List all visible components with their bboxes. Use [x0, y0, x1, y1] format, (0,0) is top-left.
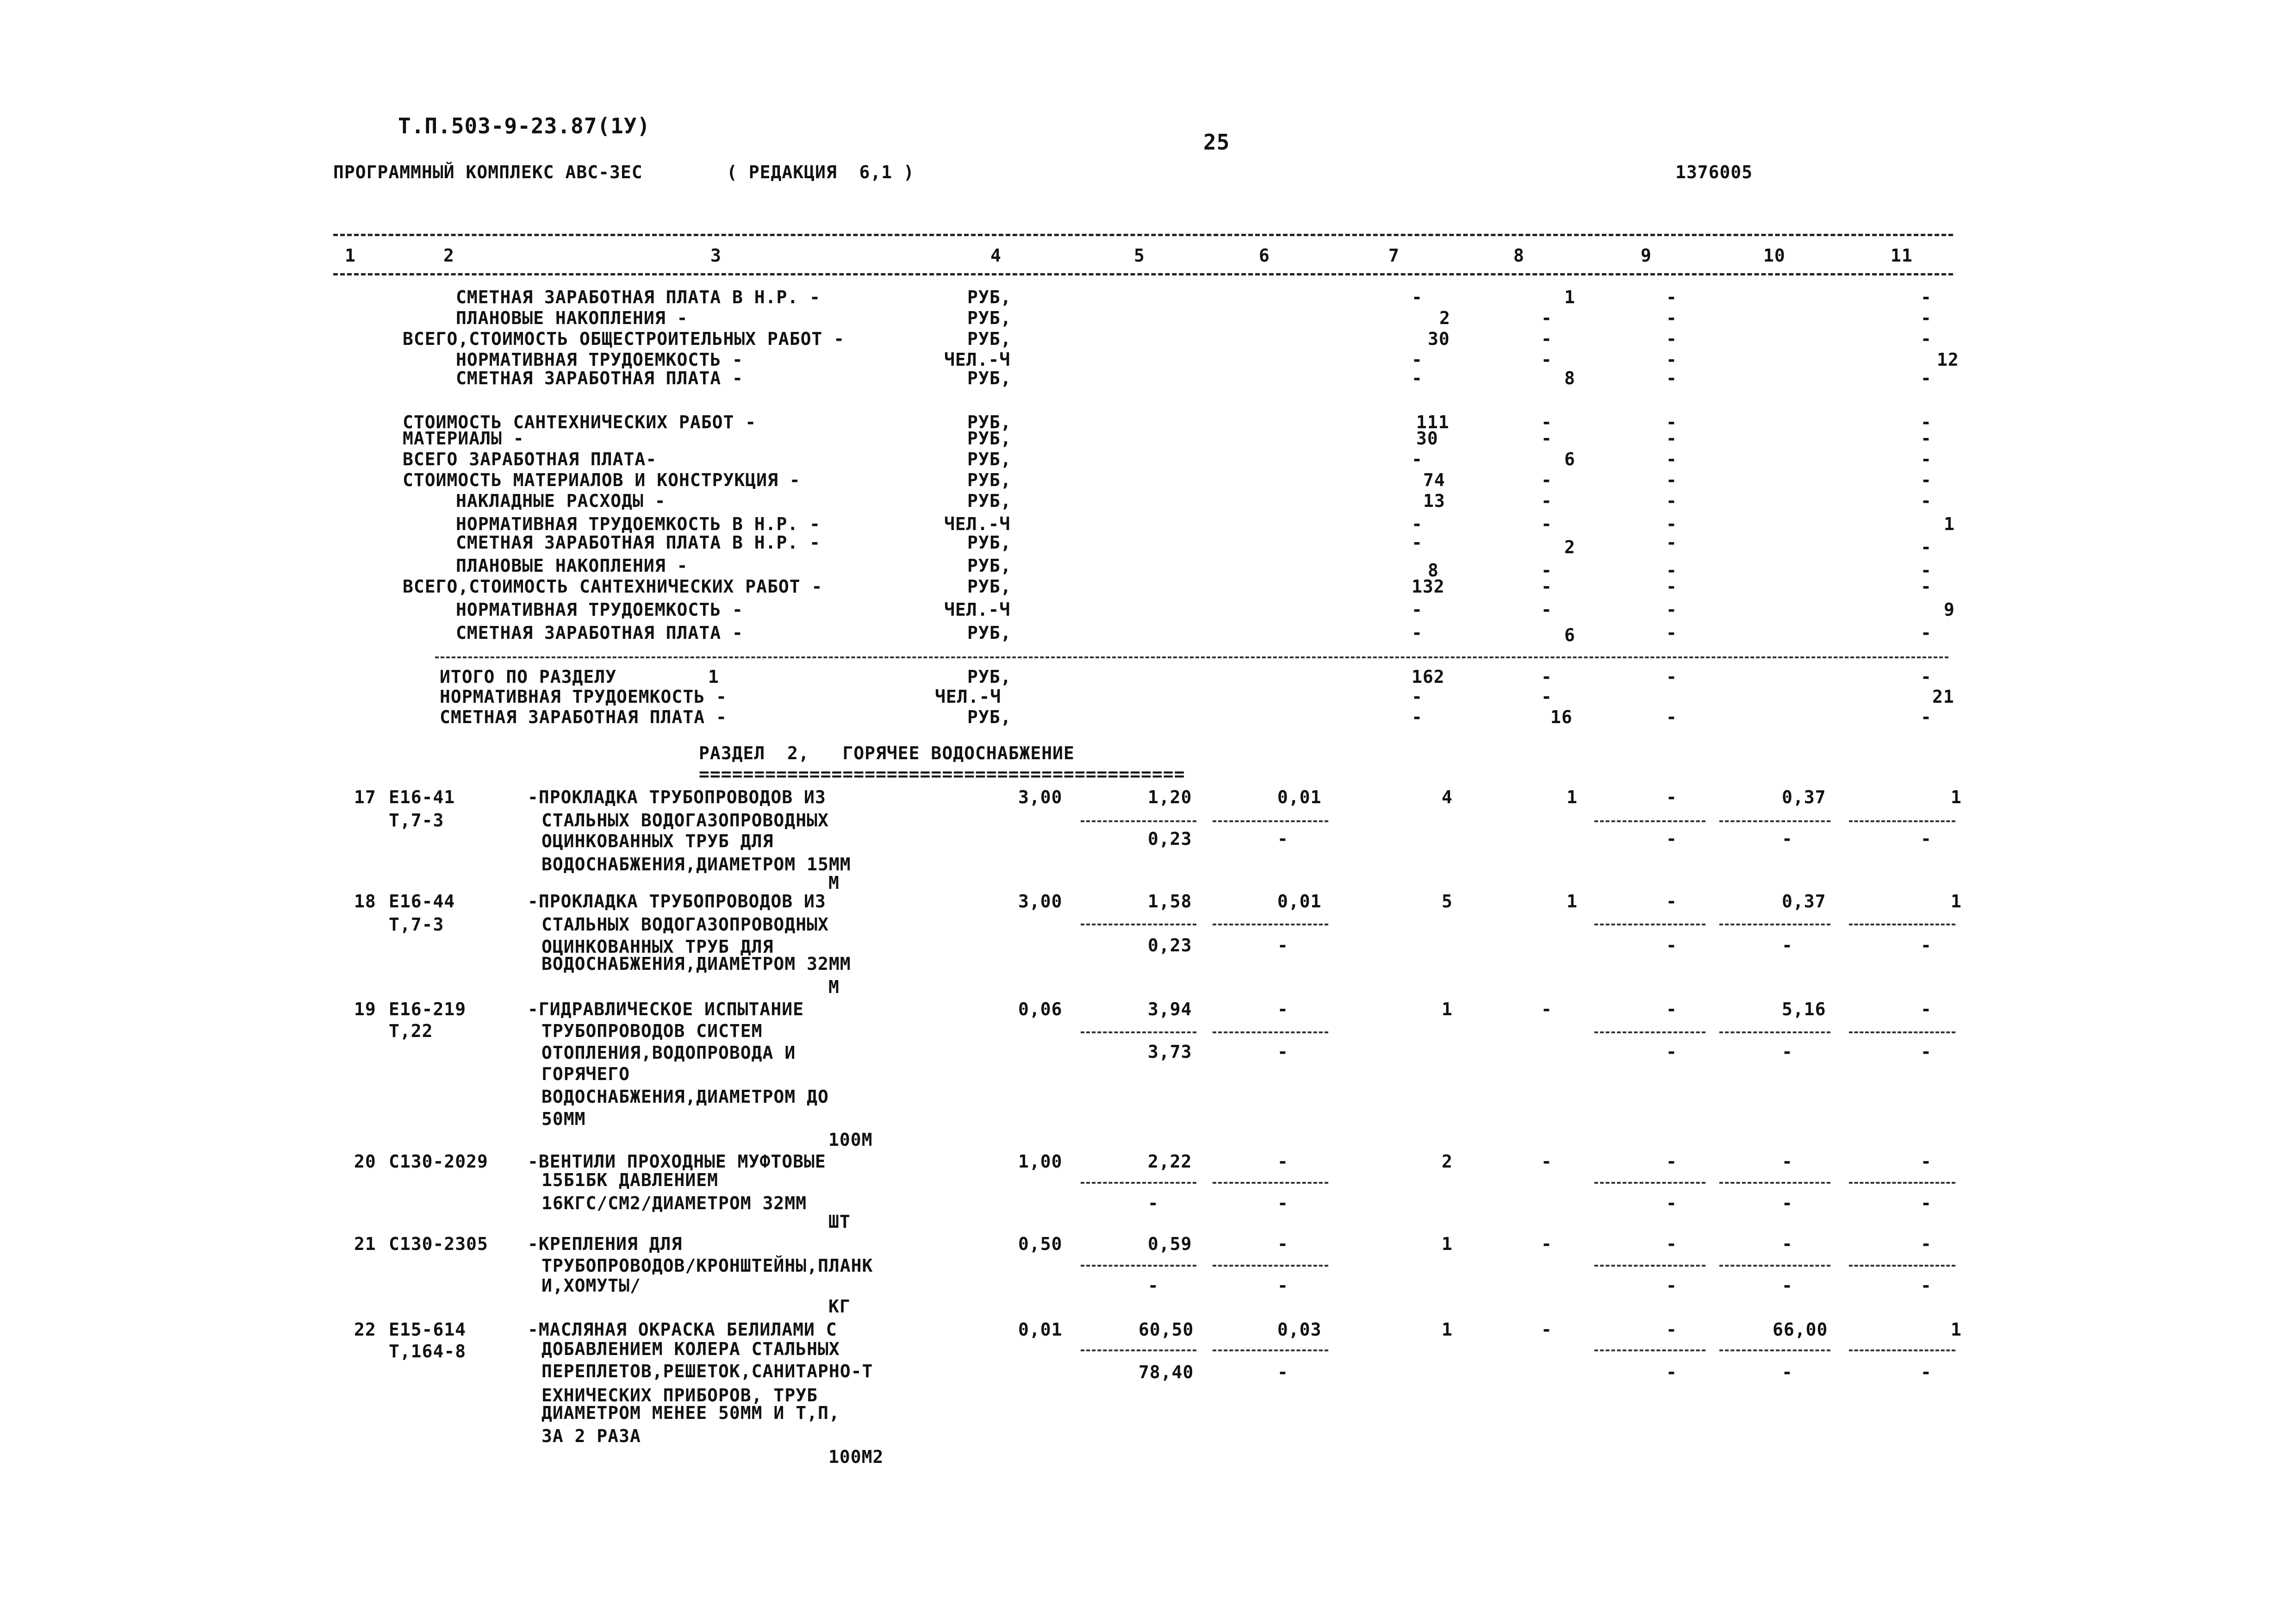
cell-divider — [1719, 820, 1830, 822]
item-desc-line: СТАЛЬНЫХ ВОДОГАЗОПРОВОДНЫХ — [541, 810, 829, 831]
cell-c11: - — [1921, 412, 1932, 432]
cell-c7: - — [1412, 687, 1423, 707]
item-desc-line: СТАЛЬНЫХ ВОДОГАЗОПРОВОДНЫХ — [541, 914, 829, 935]
row-label: СМЕТНАЯ ЗАРАБОТНАЯ ПЛАТА - — [456, 623, 743, 643]
row-unit: ЧЕЛ.-Ч — [944, 600, 1011, 620]
cell-c8: 1 — [1567, 787, 1578, 807]
cell-c11: - — [1921, 470, 1932, 490]
row-label: СМЕТНАЯ ЗАРАБОТНАЯ ПЛАТА В Н.Р. - — [456, 532, 821, 553]
cell-c8: - — [1541, 350, 1552, 370]
cell-c9-sub: - — [1666, 935, 1677, 956]
cell-c9: - — [1666, 576, 1677, 597]
cell-c7: - — [1412, 287, 1423, 307]
cell-divider — [1849, 1182, 1955, 1184]
item-unit: 100М2 — [828, 1447, 884, 1467]
cell-c7: 162 — [1412, 667, 1445, 687]
item-unit: ШТ — [828, 1212, 851, 1232]
item-desc-line: ОЦИНКОВАННЫХ ТРУБ ДЛЯ — [541, 831, 774, 851]
cell-c7: 8 — [1428, 560, 1439, 581]
cell-divider — [1213, 924, 1328, 925]
cell-divider — [1719, 1182, 1830, 1184]
cell-divider — [1081, 1031, 1196, 1033]
cell-c10: 66,00 — [1773, 1319, 1828, 1340]
item-number: 17 — [354, 787, 376, 807]
cell-c9: - — [1666, 787, 1677, 807]
cell-c7: - — [1412, 623, 1423, 643]
cell-c9: - — [1666, 999, 1677, 1019]
item-unit: М — [828, 977, 840, 997]
cell-c9-sub: - — [1666, 1193, 1677, 1213]
cell-c9: - — [1666, 623, 1677, 643]
cell-c5-sub: 0,23 — [1148, 935, 1192, 956]
cell-c11: - — [1921, 537, 1932, 557]
row-label: СМЕТНАЯ ЗАРАБОТНАЯ ПЛАТА В Н.Р. - — [456, 287, 821, 307]
cell-c7: 111 — [1416, 412, 1450, 432]
cell-c9: - — [1666, 428, 1677, 449]
row-label: СМЕТНАЯ ЗАРАБОТНАЯ ПЛАТА - — [456, 368, 743, 388]
col-header-9: 9 — [1641, 245, 1652, 266]
cell-c10-sub: - — [1782, 935, 1793, 956]
item-desc-line: ДОБАВЛЕНИЕМ КОЛЕРА СТАЛЬНЫХ — [541, 1339, 840, 1359]
cell-c11: - — [1921, 667, 1932, 687]
item-code-ref: Т,7-3 — [389, 914, 444, 935]
cell-c6-sub: - — [1277, 935, 1288, 956]
cell-c11: - — [1921, 623, 1932, 643]
cell-c5-sub: 0,23 — [1148, 829, 1192, 849]
cell-c11: 1 — [1951, 1319, 1962, 1340]
cell-c8: - — [1541, 1234, 1552, 1254]
cell-c10-sub: - — [1782, 829, 1793, 849]
cell-c6-sub: - — [1277, 829, 1288, 849]
cell-c5-sub: - — [1148, 1275, 1159, 1296]
cell-c11: - — [1921, 368, 1932, 388]
cell-c10-sub: - — [1782, 1275, 1793, 1296]
cell-c11: - — [1921, 428, 1932, 449]
cell-c9: - — [1666, 514, 1677, 534]
cell-c11: 1 — [1951, 787, 1962, 807]
row-unit: РУБ, — [967, 287, 1012, 307]
row-label: НОРМАТИВНАЯ ТРУДОЕМКОСТЬ - — [456, 600, 743, 620]
item-code: Е15-614 — [389, 1319, 467, 1340]
item-unit: 100М — [828, 1130, 873, 1150]
col-header-10: 10 — [1763, 245, 1786, 266]
cell-c5: 3,94 — [1148, 999, 1192, 1019]
item-desc-line: -ПРОКЛАДКА ТРУБОПРОВОДОВ ИЗ — [528, 787, 826, 807]
cell-c7: 1 — [1442, 1234, 1453, 1254]
cell-qty: 0,50 — [1018, 1234, 1063, 1254]
item-desc-line: -ПРОКЛАДКА ТРУБОПРОВОДОВ ИЗ — [528, 891, 826, 912]
cell-c7: - — [1412, 350, 1423, 370]
cell-qty: 0,06 — [1018, 999, 1063, 1019]
item-code: С130-2305 — [389, 1234, 488, 1254]
row-label: СМЕТНАЯ ЗАРАБОТНАЯ ПЛАТА - — [440, 707, 727, 727]
cell-c8: 6 — [1564, 449, 1575, 469]
cell-c7: 2 — [1442, 1151, 1453, 1172]
item-code: Е16-44 — [389, 891, 455, 912]
item-desc-line: ГОРЯЧЕГО — [541, 1064, 630, 1084]
cell-c10: 0,37 — [1782, 787, 1826, 807]
cell-c6-sub: - — [1277, 1362, 1288, 1382]
cell-c8: - — [1541, 1151, 1552, 1172]
cell-c5: 2,22 — [1148, 1151, 1192, 1172]
header-bottom-rule — [333, 273, 1953, 275]
cell-c11: - — [1921, 329, 1932, 349]
cell-c11: - — [1921, 491, 1932, 511]
cell-qty: 1,00 — [1018, 1151, 1063, 1172]
cell-c11: - — [1921, 707, 1932, 727]
cell-c9-sub: - — [1666, 1042, 1677, 1062]
row-unit: РУБ, — [967, 308, 1012, 328]
item-desc-line: ПЕРЕПЛЕТОВ,РЕШЕТОК,САНИТАРНО-Т — [541, 1361, 873, 1381]
cell-c8: - — [1541, 560, 1552, 581]
item-desc-line: ДИАМЕТРОМ МЕНЕЕ 50ММ И Т,П, — [541, 1403, 840, 1423]
cell-c10-sub: - — [1782, 1362, 1793, 1382]
cell-c8: 1 — [1564, 287, 1575, 307]
item-desc-line: 16КГС/СМ2/ДИАМЕТРОМ 32ММ — [541, 1193, 807, 1213]
cell-divider — [1849, 1031, 1955, 1033]
cell-c9: - — [1666, 287, 1677, 307]
cell-c8: - — [1541, 1319, 1552, 1340]
cell-divider — [1719, 924, 1830, 925]
cell-c11-sub: - — [1921, 935, 1932, 956]
doc-code: Т.П.503-9-23.87(1У) — [398, 113, 651, 138]
row-label: ВСЕГО,СТОИМОСТЬ САНТЕХНИЧЕСКИХ РАБОТ - — [403, 576, 823, 597]
section-title: РАЗДЕЛ 2, ГОРЯЧЕЕ ВОДОСНАБЖЕНИЕ — [699, 743, 1075, 763]
cell-c5: 1,58 — [1148, 891, 1192, 912]
item-desc-line: ОТОПЛЕНИЯ,ВОДОПРОВОДА И — [541, 1043, 796, 1063]
row-unit: РУБ, — [967, 556, 1012, 576]
cell-c9: - — [1666, 667, 1677, 687]
row-label: НОРМАТИВНАЯ ТРУДОЕМКОСТЬ - — [440, 687, 727, 707]
cell-c7: 1 — [1442, 999, 1453, 1019]
cell-c9: - — [1666, 1234, 1677, 1254]
cell-c11: 21 — [1932, 687, 1954, 707]
cell-c11-sub: - — [1921, 1042, 1932, 1062]
item-desc-line: И,ХОМУТЫ/ — [541, 1275, 641, 1296]
cell-divider — [1594, 1265, 1705, 1267]
row-unit: РУБ, — [967, 449, 1012, 469]
cell-divider — [1213, 820, 1328, 822]
row-label: МАТЕРИАЛЫ - — [403, 428, 524, 449]
program-name: ПРОГРАММНЫЙ КОМПЛЕКС АВС-3ЕС — [333, 162, 643, 182]
row-unit: РУБ, — [967, 368, 1012, 388]
cell-c7: - — [1412, 514, 1423, 534]
row-label: СТОИМОСТЬ САНТЕХНИЧЕСКИХ РАБОТ - — [403, 412, 757, 432]
col-header-7: 7 — [1388, 245, 1400, 266]
cell-c9: - — [1666, 1151, 1677, 1172]
cell-c10: 0,37 — [1782, 891, 1826, 912]
cell-qty: 3,00 — [1018, 787, 1063, 807]
cell-c9: - — [1666, 707, 1677, 727]
item-desc-line: ЗА 2 РАЗА — [541, 1426, 641, 1446]
cell-c9: - — [1666, 449, 1677, 469]
cell-c5: 0,59 — [1148, 1234, 1192, 1254]
cell-divider — [1849, 1265, 1955, 1267]
cell-c6-sub: - — [1277, 1193, 1288, 1213]
item-desc-line: ВОДОСНАБЖЕНИЯ,ДИАМЕТРОМ ДО — [541, 1087, 829, 1107]
cell-c7: 30 — [1416, 428, 1438, 449]
cell-c7: 5 — [1442, 891, 1453, 912]
row-label: ВСЕГО ЗАРАБОТНАЯ ПЛАТА- — [403, 449, 657, 469]
cell-divider — [1719, 1031, 1830, 1033]
col-header-3: 3 — [710, 245, 722, 266]
item-desc-line: 15Б1БК ДАВЛЕНИЕМ — [541, 1170, 719, 1190]
header-top-rule — [333, 234, 1953, 236]
row-label: ИТОГО ПО РАЗДЕЛУ — [440, 667, 617, 687]
col-header-4: 4 — [990, 245, 1002, 266]
cell-divider — [1849, 1349, 1955, 1351]
row-number: 1 — [708, 667, 719, 687]
cell-c7: 2 — [1439, 308, 1450, 328]
cell-qty: 3,00 — [1018, 891, 1063, 912]
cell-c10: - — [1782, 1234, 1793, 1254]
cell-c7: 74 — [1423, 470, 1445, 490]
doc-id: 1376005 — [1675, 162, 1753, 182]
cell-divider — [1213, 1265, 1328, 1267]
cell-divider — [1594, 1182, 1705, 1184]
edition: ( РЕДАКЦИЯ 6,1 ) — [727, 162, 915, 182]
cell-c7: - — [1412, 449, 1423, 469]
item-desc-line: -МАСЛЯНАЯ ОКРАСКА БЕЛИЛАМИ С — [528, 1319, 837, 1340]
cell-c5-sub: 78,40 — [1139, 1362, 1194, 1382]
cell-divider — [1081, 1265, 1196, 1267]
row-unit: РУБ, — [967, 667, 1012, 687]
cell-c11-sub: - — [1921, 829, 1932, 849]
item-number: 20 — [354, 1151, 376, 1172]
col-header-5: 5 — [1134, 245, 1145, 266]
cell-divider — [1081, 820, 1196, 822]
cell-c5-sub: 3,73 — [1148, 1042, 1192, 1062]
cell-c8: - — [1541, 687, 1552, 707]
cell-c7: - — [1412, 707, 1423, 727]
col-header-11: 11 — [1891, 245, 1913, 266]
cell-c10: 5,16 — [1782, 999, 1826, 1019]
cell-c6: 0,03 — [1277, 1319, 1322, 1340]
cell-c9: - — [1666, 368, 1677, 388]
col-header-1: 1 — [345, 245, 356, 266]
cell-divider — [1849, 924, 1955, 925]
item-number: 18 — [354, 891, 376, 912]
cell-qty: 0,01 — [1018, 1319, 1063, 1340]
cell-c11: 12 — [1937, 350, 1959, 370]
cell-c6: - — [1277, 999, 1288, 1019]
row-unit: РУБ, — [967, 470, 1012, 490]
row-unit: РУБ, — [967, 532, 1012, 553]
item-unit: М — [828, 873, 840, 893]
cell-c6: 0,01 — [1277, 787, 1322, 807]
cell-c8: - — [1541, 308, 1552, 328]
row-label: СТОИМОСТЬ МАТЕРИАЛОВ И КОНСТРУКЦИЯ - — [403, 470, 801, 490]
row-unit: РУБ, — [967, 412, 1012, 432]
col-header-2: 2 — [443, 245, 454, 266]
cell-c11: - — [1921, 576, 1932, 597]
row-unit: ЧЕЛ.-Ч — [944, 514, 1011, 534]
row-unit: РУБ, — [967, 329, 1012, 349]
item-desc-line: ОЦИНКОВАННЫХ ТРУБ ДЛЯ — [541, 937, 774, 957]
cell-c8: 16 — [1550, 707, 1573, 727]
cell-c11: - — [1921, 560, 1932, 581]
cell-c8: - — [1541, 412, 1552, 432]
cell-c8: - — [1541, 600, 1552, 620]
cell-c11: - — [1921, 449, 1932, 469]
cell-c9: - — [1666, 1319, 1677, 1340]
cell-c10: - — [1782, 1151, 1793, 1172]
item-desc-line: ВОДОСНАБЖЕНИЯ,ДИАМЕТРОМ 15ММ — [541, 854, 851, 874]
cell-divider — [1081, 1349, 1196, 1351]
cell-c8: 8 — [1564, 368, 1575, 388]
cell-c6: 0,01 — [1277, 891, 1322, 912]
row-unit: ЧЕЛ.-Ч — [935, 687, 1002, 707]
cell-divider — [1594, 924, 1705, 925]
cell-divider — [1081, 1182, 1196, 1184]
item-code-ref: Т,7-3 — [389, 810, 444, 831]
cell-c11-sub: - — [1921, 1362, 1932, 1382]
col-header-8: 8 — [1513, 245, 1524, 266]
cell-c6-sub: - — [1277, 1275, 1288, 1296]
cell-c7: 30 — [1428, 329, 1450, 349]
item-desc-line: ТРУБОПРОВОДОВ СИСТЕМ — [541, 1021, 763, 1041]
cell-c6: - — [1277, 1151, 1288, 1172]
cell-c9: - — [1666, 329, 1677, 349]
cell-divider — [1213, 1031, 1328, 1033]
row-unit: РУБ, — [967, 428, 1012, 449]
item-code: С130-2029 — [389, 1151, 488, 1172]
cell-c7: 13 — [1423, 491, 1445, 511]
cell-c6-sub: - — [1277, 1042, 1288, 1062]
cell-c9: - — [1666, 308, 1677, 328]
cell-c11: - — [1921, 1151, 1932, 1172]
item-code: Е16-41 — [389, 787, 455, 807]
cell-c7: - — [1412, 368, 1423, 388]
cell-c9: - — [1666, 600, 1677, 620]
cell-c8: - — [1541, 999, 1552, 1019]
row-unit: РУБ, — [967, 576, 1012, 597]
row-unit: ЧЕЛ.-Ч — [944, 350, 1011, 370]
row-label: НОРМАТИВНАЯ ТРУДОЕМКОСТЬ В Н.Р. - — [456, 514, 821, 534]
cell-c8: - — [1541, 514, 1552, 534]
cell-c9: - — [1666, 350, 1677, 370]
cell-c7: 1 — [1442, 1319, 1453, 1340]
cell-c8: 1 — [1567, 891, 1578, 912]
cell-c7: 132 — [1412, 576, 1445, 597]
cell-c11: 1 — [1944, 514, 1955, 534]
cell-c11: 1 — [1951, 891, 1962, 912]
cell-c5-sub: - — [1148, 1193, 1159, 1213]
cell-c5: 1,20 — [1148, 787, 1192, 807]
cell-c8: - — [1541, 667, 1552, 687]
cell-c11: - — [1921, 1234, 1932, 1254]
item-desc-line: ТРУБОПРОВОДОВ/КРОНШТЕЙНЫ,ПЛАНК — [541, 1255, 873, 1276]
cell-c9: - — [1666, 412, 1677, 432]
item-number: 21 — [354, 1234, 376, 1254]
row-unit: РУБ, — [967, 707, 1012, 727]
item-desc-line: ЕХНИЧЕСКИХ ПРИБОРОВ, ТРУБ — [541, 1385, 818, 1405]
cell-c9-sub: - — [1666, 829, 1677, 849]
item-desc-line: -ГИДРАВЛИЧЕСКОЕ ИСПЫТАНИЕ — [528, 999, 804, 1019]
cell-divider — [1594, 1349, 1705, 1351]
cell-divider — [1719, 1349, 1830, 1351]
cell-c7: - — [1412, 600, 1423, 620]
cell-c9: - — [1666, 470, 1677, 490]
section-total-rule — [435, 656, 1948, 658]
row-unit: РУБ, — [967, 491, 1012, 511]
cell-c9-sub: - — [1666, 1275, 1677, 1296]
cell-c8: - — [1541, 329, 1552, 349]
item-code-ref: Т,22 — [389, 1021, 433, 1041]
cell-c8: 2 — [1564, 537, 1575, 557]
cell-c9: - — [1666, 532, 1677, 553]
cell-c11: - — [1921, 287, 1932, 307]
cell-divider — [1719, 1265, 1830, 1267]
item-desc-line: -КРЕПЛЕНИЯ ДЛЯ — [528, 1234, 683, 1254]
cell-c8: - — [1541, 491, 1552, 511]
row-unit: РУБ, — [967, 623, 1012, 643]
item-desc-line: -ВЕНТИЛИ ПРОХОДНЫЕ МУФТОВЫЕ — [528, 1151, 826, 1172]
cell-c8: - — [1541, 470, 1552, 490]
cell-divider — [1849, 820, 1955, 822]
cell-c8: 6 — [1564, 625, 1575, 645]
cell-c10-sub: - — [1782, 1042, 1793, 1062]
cell-divider — [1594, 1031, 1705, 1033]
col-header-6: 6 — [1259, 245, 1270, 266]
cell-c11-sub: - — [1921, 1275, 1932, 1296]
cell-c5: 60,50 — [1139, 1319, 1194, 1340]
cell-c11-sub: - — [1921, 1193, 1932, 1213]
section-title-underline: ============================================ — [699, 764, 1185, 784]
item-number: 22 — [354, 1319, 376, 1340]
cell-c9: - — [1666, 891, 1677, 912]
cell-c6: - — [1277, 1234, 1288, 1254]
cell-c9: - — [1666, 560, 1677, 581]
cell-c11: 9 — [1944, 600, 1955, 620]
row-label: НОРМАТИВНАЯ ТРУДОЕМКОСТЬ - — [456, 350, 743, 370]
cell-c8: - — [1541, 428, 1552, 449]
row-label: НАКЛАДНЫЕ РАСХОДЫ - — [456, 491, 666, 511]
cell-divider — [1081, 924, 1196, 925]
item-desc-line: 50ММ — [541, 1109, 586, 1129]
cell-c9-sub: - — [1666, 1362, 1677, 1382]
row-label: ПЛАНОВЫЕ НАКОПЛЕНИЯ - — [456, 556, 688, 576]
page-number: 25 — [1203, 130, 1230, 155]
cell-divider — [1213, 1182, 1328, 1184]
cell-c11: - — [1921, 308, 1932, 328]
cell-c9: - — [1666, 491, 1677, 511]
item-number: 19 — [354, 999, 376, 1019]
cell-c7: 4 — [1442, 787, 1453, 807]
item-code-ref: Т,164-8 — [389, 1341, 467, 1362]
item-unit: КГ — [828, 1296, 851, 1317]
cell-c7: - — [1412, 532, 1423, 553]
item-code: Е16-219 — [389, 999, 467, 1019]
cell-divider — [1213, 1349, 1328, 1351]
cell-divider — [1594, 820, 1705, 822]
row-label: ПЛАНОВЫЕ НАКОПЛЕНИЯ - — [456, 308, 688, 328]
cell-c10-sub: - — [1782, 1193, 1793, 1213]
cell-c11: - — [1921, 999, 1932, 1019]
item-desc-line: ВОДОСНАБЖЕНИЯ,ДИАМЕТРОМ 32ММ — [541, 954, 851, 974]
cell-c8: - — [1541, 576, 1552, 597]
row-label: ВСЕГО,СТОИМОСТЬ ОБЩЕСТРОИТЕЛЬНЫХ РАБОТ - — [403, 329, 845, 349]
